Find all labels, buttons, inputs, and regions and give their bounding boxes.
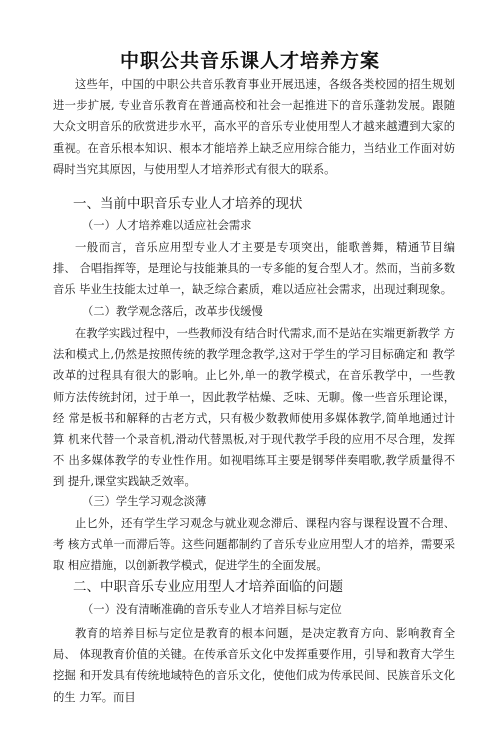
section-1-sub-1: （一）人才培养难以适应社会需求 <box>82 219 252 232</box>
section-1-para-1: 一般而言，音乐应用型专业人才主要是专项突出，能歌善舞，精通节目编排、 合唱指挥等，是理论与技能兼具的一专多能的复合型人才。然而，当前多数音乐 毕业生技能太过单一，缺乏综合素质，难以适应社会需求，出现过剩现象。 <box>53 241 455 297</box>
section-1-sub-3: （三）学生学习观念淡薄 <box>82 495 207 508</box>
section-1-heading: 一、当前中职音乐专业人才培养的现状 <box>73 196 303 212</box>
section-2-heading: 二、中职音乐专业应用型人才培养面临的问题 <box>73 579 343 595</box>
section-1-para-2: 在教学实践过程中，一些教师没有结合时代需求,而不是站在实端更新教学 方法和模式上,仍然是按照传统的教学理念教学,这对于学生的学习目标确定和 教学改革的过程具有很大的影响。止匕外,单一的教学模式，在音乐教学中，一些教 师方法传统封闭，过于单一，因此教学枯燥、乏味、无聊。像一些音乐理论课，经 常是板书和解释的古老方式，只有极少数教师使用多媒体教学,简单地通过计算 机来代替一个录音机,滑动代替黑板,对于现代教学手段的应用不尽合理，发挥不 出多媒体教学的专业性作用。如视唱练耳主要是钢琴伴奏唱歌,教学质量得不到 提升,课堂实践缺乏效率。 <box>53 327 455 489</box>
document-title: 中职公共音乐课人才培养方案 <box>119 50 380 72</box>
intro-paragraph: 这些年，中国的中职公共音乐教育事业开展迅速，各级各类校园的招生规划 进一步扩展, 专业音乐教育在普通高校和社会一起推进下的音乐蓬勃发展。跟随 大众文明音乐的欣赏进步水平，高水平的音乐专业使用型人才越来越遭到大家的 重视。在音乐根本知识、根本才能培养上缺乏应用综合能力，当结业工作面对妨 碍时当究其原因，与使用型人才培养形式有很大的联系。 <box>53 78 455 176</box>
section-1-para-3: 止匕外，还有学生学习观念与就业观念滞后、课程内容与课程设置不合理、考 核方式单一而滞后等。这些问题都制约了音乐专业应用型人才的培养，需要采取 相应措施，以创新教学模式，促进学生的全面发展。 <box>53 517 455 573</box>
section-2-para-1: 教育的培养目标与定位是教育的根本问题，是决定教育方向、影响教育全局、 体现教育价值的关键。在传承音乐文化中发挥重要作用，引导和教育大学生挖掘 和开发具有传统地域特色的音乐文化，使他们成为传承民间、民族音乐文化的生 力军。而目 <box>53 627 455 704</box>
section-1-sub-2: （二）教学观念落后，改革步伐缓慢 <box>82 305 263 318</box>
section-2-sub-1: （一）没有清晰准确的音乐专业人才培养目标与定位 <box>82 603 342 616</box>
